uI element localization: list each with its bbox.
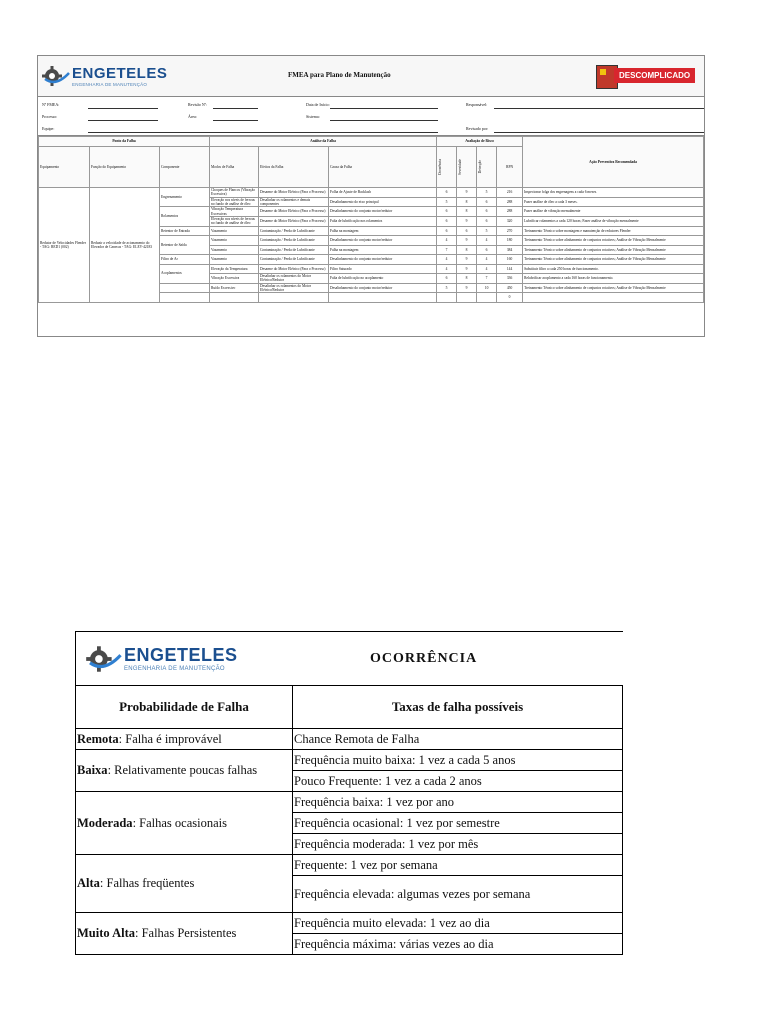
cell-ocorrencia: 7: [437, 245, 457, 255]
cell-probabilidade: [76, 729, 293, 750]
ocorrencia-row: [76, 729, 623, 750]
cell-taxa: Chance Remota de Falha: [293, 729, 623, 750]
cell-rpn: 270: [497, 226, 523, 236]
ocorrencia-sheet: [75, 631, 623, 951]
cell-deteccao: 4: [477, 255, 497, 265]
cell-ocorrencia: 6: [437, 226, 457, 236]
cell-rpn: 450: [497, 283, 523, 293]
col-probabilidade: Probabilidade de Falha: [76, 686, 293, 729]
cell-modo: [210, 293, 259, 303]
cell-rpn: 216: [497, 188, 523, 198]
cell-deteccao: 6: [477, 197, 497, 207]
fmea-row: [39, 188, 704, 198]
descomplicado-badge: [596, 63, 696, 89]
cell-componente: [160, 283, 210, 293]
cell-efeito: Contaminação / Perda de Lubrificante: [259, 226, 329, 236]
cell-rpn: 384: [497, 245, 523, 255]
cell-equipamento: Redutor de Velocidades Flender - TAG: RED1 (002): [39, 188, 90, 303]
col-acao-preventiva: Ação Preventiva Recomendada: [523, 137, 704, 188]
cell-efeito: Desarme do Motor Elétrico (Para o Processo): [259, 207, 329, 217]
label-revisado-por: Revisado por:: [466, 126, 489, 131]
field-revisado-por[interactable]: [494, 132, 704, 133]
probabilidade-desc: : Falhas freqüentes: [99, 876, 195, 890]
cell-taxa: Frequência elevada: algumas vezes por semana: [293, 876, 623, 913]
cell-taxa: Frequente: 1 vez por semana: [293, 855, 623, 876]
cell-deteccao: [477, 293, 497, 303]
cell-rpn: 288: [497, 207, 523, 217]
cell-acao: Treinamento Técnico sobre alinhamento de conjuntos rotativos; Análise de Vibração Mensalmente: [523, 245, 704, 255]
cell-modo: Elevação nos níveis de ferrous no fundo de análise de óleo: [210, 197, 259, 207]
cell-causa: Desalinhamento do conjunto motor/redutor: [329, 255, 437, 265]
cell-causa: Desalinhamento do conjunto motor/redutor: [329, 283, 437, 293]
cell-acao: Treinamento Técnico sobre alinhamento de conjuntos rotativos; Análise de Vibração Mensalmente: [523, 255, 704, 265]
label-revisao: Revisão Nº:: [188, 102, 208, 107]
cell-acao: Inspecionar folga dos engrenagens a cada 6 meses.: [523, 188, 704, 198]
probabilidade-level: Remota: [77, 731, 119, 746]
ocorrencia-row: [76, 913, 623, 934]
col-ocorrencia: Ocorrência: [437, 147, 457, 188]
brand-subtitle: ENGENHARIA DE MANUTENÇÃO: [124, 666, 225, 672]
cell-modo: Vibração Excessiva: [210, 274, 259, 284]
cell-acao: Treinamento Técnico sobre alinhamento de conjuntos rotativos; Análise de Vibração Mensalmente: [523, 283, 704, 293]
cell-acao: Fazer análise de vibração mensalmente: [523, 207, 704, 217]
cell-modo: Choques de Flancos (Vibração Excessiva): [210, 188, 259, 198]
cell-funcao: Reduzir a velocidade de acionamento do Elevador de Canecas - TAG: ELEV-42183: [90, 188, 160, 303]
brand-subtitle: ENGENHARIA DE MANUTENÇÃO: [72, 82, 148, 87]
cell-acao: Fazer análise de óleo a cada 3 meses.: [523, 197, 704, 207]
fmea-table: [38, 136, 704, 303]
cell-taxa: Frequência moderada: 1 vez por mês: [293, 834, 623, 855]
cell-taxa: Frequência máxima: várias vezes ao dia: [293, 934, 623, 955]
cell-ocorrencia: 6: [437, 216, 457, 226]
cell-componente: Acoplamentos: [160, 264, 210, 283]
cell-ocorrencia: 4: [437, 264, 457, 274]
gear-icon: [42, 65, 70, 87]
col-causa-falha: Causa da Falha: [329, 147, 437, 188]
cell-deteccao: 6: [477, 216, 497, 226]
cell-severidade: 8: [457, 197, 477, 207]
cell-probabilidade: [76, 750, 293, 792]
probabilidade-level: Muito Alta: [77, 926, 135, 940]
cell-deteccao: 5: [477, 226, 497, 236]
cell-ocorrencia: 5: [437, 197, 457, 207]
fmea-title: FMEA para Plano de Manutenção: [288, 71, 391, 79]
cell-efeito: Desalinhar os rolamentos e demais componentes: [259, 197, 329, 207]
field-revisao[interactable]: [213, 108, 258, 109]
field-n-fmea[interactable]: [88, 108, 158, 109]
cell-taxa: Frequência ocasional: 1 vez por semestre: [293, 813, 623, 834]
fmea-header: [38, 56, 704, 97]
cell-causa: Falha na montagem: [329, 245, 437, 255]
engeteles-logo: [42, 62, 168, 90]
cell-modo: Vibração Temperatura Excessivas: [210, 207, 259, 217]
cell-ocorrencia: 5: [437, 283, 457, 293]
cell-efeito: Contaminação / Perda de Lubrificante: [259, 236, 329, 246]
cell-componente: [160, 293, 210, 303]
cell-modo: Vazamento: [210, 255, 259, 265]
cell-probabilidade: [76, 913, 293, 955]
cell-probabilidade: [76, 792, 293, 855]
cell-rpn: 0: [497, 293, 523, 303]
col-modos-falha: Modos de Falha: [210, 147, 259, 188]
cell-efeito: Desarme do Motor Elétrico (Para o Processo): [259, 264, 329, 274]
probabilidade-level: Alta: [77, 876, 100, 890]
cell-ocorrencia: 6: [437, 207, 457, 217]
col-deteccao: Detecção: [477, 147, 497, 188]
cell-acao: Substituir filtro a cada 250 horas de funcionamento.: [523, 264, 704, 274]
label-data-inicio: Data de Início:: [306, 102, 330, 107]
field-sistema[interactable]: [330, 120, 438, 121]
group-ponto-falha: Ponto da Falha: [39, 137, 210, 147]
cell-componente: Engrenamento: [160, 188, 210, 207]
cell-deteccao: 10: [477, 283, 497, 293]
field-responsavel[interactable]: [494, 108, 704, 109]
cell-severidade: 8: [457, 245, 477, 255]
cell-deteccao: 7: [477, 274, 497, 284]
cell-deteccao: 6: [477, 245, 497, 255]
cell-efeito: Desalinhar os rolamentos do Motor Elétrico/Redutor: [259, 283, 329, 293]
ocorrencia-header: [75, 631, 623, 685]
fmea-sheet: [37, 55, 705, 337]
cell-efeito: Contaminação / Perda de Lubrificante: [259, 245, 329, 255]
cell-severidade: 9: [457, 283, 477, 293]
ocorrencia-row: [76, 855, 623, 876]
cell-modo: Vazamento: [210, 226, 259, 236]
label-equipe: Equipe:: [42, 126, 55, 131]
cell-rpn: 144: [497, 264, 523, 274]
cell-componente: Retentor de Saída: [160, 236, 210, 255]
group-analise-falha: Análise da Falha: [210, 137, 437, 147]
group-avaliacao-risco: Avaliação de Risco: [437, 137, 523, 147]
cell-taxa: Frequência muito baixa: 1 vez a cada 5 anos: [293, 750, 623, 771]
cell-efeito: Desalinhar os rolamentos do Motor Elétrico/Redutor: [259, 274, 329, 284]
cell-severidade: 9: [457, 255, 477, 265]
ocorrencia-row: [76, 750, 623, 771]
cell-causa: Folha de Ajuste de Backlash: [329, 188, 437, 198]
cell-severidade: 9: [457, 236, 477, 246]
cell-deteccao: 4: [477, 264, 497, 274]
ocorrencia-table: [75, 685, 623, 955]
cell-deteccao: 5: [477, 188, 497, 198]
cell-severidade: 9: [457, 216, 477, 226]
cell-taxa: Frequência muito elevada: 1 vez ao dia: [293, 913, 623, 934]
cell-rpn: 180: [497, 236, 523, 246]
label-n-fmea: Nº FMEA:: [42, 102, 60, 107]
cell-rpn: 160: [497, 255, 523, 265]
cell-acao: Treinamento Técnico sobre montagem e manutenção de redutores Flender: [523, 226, 704, 236]
ocorrencia-row: [76, 792, 623, 813]
brand-name: ENGETELES: [72, 65, 168, 82]
cell-causa: Desalinhamento do conjunto motor/redutor: [329, 207, 437, 217]
field-processo[interactable]: [88, 120, 158, 121]
cell-ocorrencia: 4: [437, 236, 457, 246]
cell-severidade: 9: [457, 264, 477, 274]
brand-name: ENGETELES: [124, 645, 238, 665]
gear-icon: [86, 645, 122, 673]
col-equipamento: Equipamento: [39, 147, 90, 188]
cell-componente: Filtro de Ar: [160, 255, 210, 265]
field-equipe[interactable]: [88, 132, 438, 133]
field-area[interactable]: [213, 120, 258, 121]
cell-severidade: 8: [457, 274, 477, 284]
col-funcao: Função do Equipamento: [90, 147, 160, 188]
cell-modo: Vazamento: [210, 245, 259, 255]
cell-causa: Falta de lubrificação nos rolamentos: [329, 216, 437, 226]
cell-ocorrencia: 4: [437, 255, 457, 265]
col-efeitos-falha: Efeitos da Falha: [259, 147, 329, 188]
cell-componente: Rolamentos: [160, 207, 210, 226]
cell-acao: Lubrificar rolamentos a cada 120 horas; Fazer análise de vibração mensalmente: [523, 216, 704, 226]
probabilidade-desc: : Falhas Persistentes: [134, 926, 237, 940]
cell-ocorrencia: 6: [437, 188, 457, 198]
cell-acao: [523, 293, 704, 303]
cell-causa: Falta de lubrificação no acoplamento: [329, 274, 437, 284]
cell-severidade: 8: [457, 207, 477, 217]
probabilidade-level: Moderada: [77, 815, 133, 830]
cell-causa: Filtro Saturado: [329, 264, 437, 274]
label-area: Área:: [188, 114, 197, 119]
cell-modo: Elevação da Temperatura: [210, 264, 259, 274]
cell-componente: Retentor de Entrada: [160, 226, 210, 236]
col-taxas: Taxas de falha possíveis: [293, 686, 623, 729]
cell-efeito: Desarme do Motor Elétrico (Para o Processo): [259, 216, 329, 226]
cell-rpn: 336: [497, 274, 523, 284]
cell-ocorrencia: 6: [437, 274, 457, 284]
engeteles-logo: [86, 643, 238, 675]
cell-severidade: 9: [457, 188, 477, 198]
cell-modo: Elevação nos níveis de ferrous no fundo de análise de óleo: [210, 216, 259, 226]
fmea-body: [39, 188, 704, 303]
col-rpn: RPN: [497, 147, 523, 188]
cell-ocorrencia: [437, 293, 457, 303]
field-data-inicio[interactable]: [330, 108, 438, 109]
cell-taxa: Pouco Frequente: 1 vez a cada 2 anos: [293, 771, 623, 792]
cell-causa: Desalinhamento do conjunto motor/redutor: [329, 236, 437, 246]
col-componente: Componente: [160, 147, 210, 188]
probabilidade-level: Baixa: [77, 763, 108, 777]
fmea-table-wrap: [38, 136, 704, 303]
cell-causa: [329, 293, 437, 303]
cell-efeito: [259, 293, 329, 303]
ocorrencia-body: [76, 729, 623, 955]
label-sistema: Sistema:: [306, 114, 320, 119]
fmea-meta: [38, 97, 704, 136]
cell-causa: Falha na montagem: [329, 226, 437, 236]
label-processo: Processo:: [42, 114, 58, 119]
cell-acao: Treinamento Técnico sobre alinhamento de conjuntos rotativos; Análise de Vibração Mensalmente: [523, 236, 704, 246]
cell-modo: Vazamento: [210, 236, 259, 246]
probabilidade-desc: : Falha é improvável: [118, 731, 222, 746]
cell-taxa: Frequência baixa: 1 vez por ano: [293, 792, 623, 813]
cell-severidade: 6: [457, 226, 477, 236]
cell-causa: Desalinhamento do eixo principal: [329, 197, 437, 207]
cell-modo: Ruído Excessivo: [210, 283, 259, 293]
cell-efeito: Contaminação / Perda de Lubrificante: [259, 255, 329, 265]
probabilidade-desc: : Falhas ocasionais: [132, 815, 227, 830]
cell-efeito: Desarme do Motor Elétrico (Para o Processo): [259, 188, 329, 198]
label-responsavel: Responsável:: [466, 102, 488, 107]
cell-severidade: [457, 293, 477, 303]
probabilidade-desc: : Relativamente poucas falhas: [107, 763, 258, 777]
cell-probabilidade: [76, 855, 293, 913]
ocorrencia-title: OCORRÊNCIA: [370, 651, 478, 666]
badge-label: DESCOMPLICADO: [614, 68, 695, 83]
cell-rpn: 288: [497, 197, 523, 207]
cell-deteccao: 4: [477, 236, 497, 246]
cell-acao: Relubrificar acoplamento a cada 160 horas de funcionamento.: [523, 274, 704, 284]
cell-rpn: 320: [497, 216, 523, 226]
cell-deteccao: 6: [477, 207, 497, 217]
col-severidade: Severidade: [457, 147, 477, 188]
